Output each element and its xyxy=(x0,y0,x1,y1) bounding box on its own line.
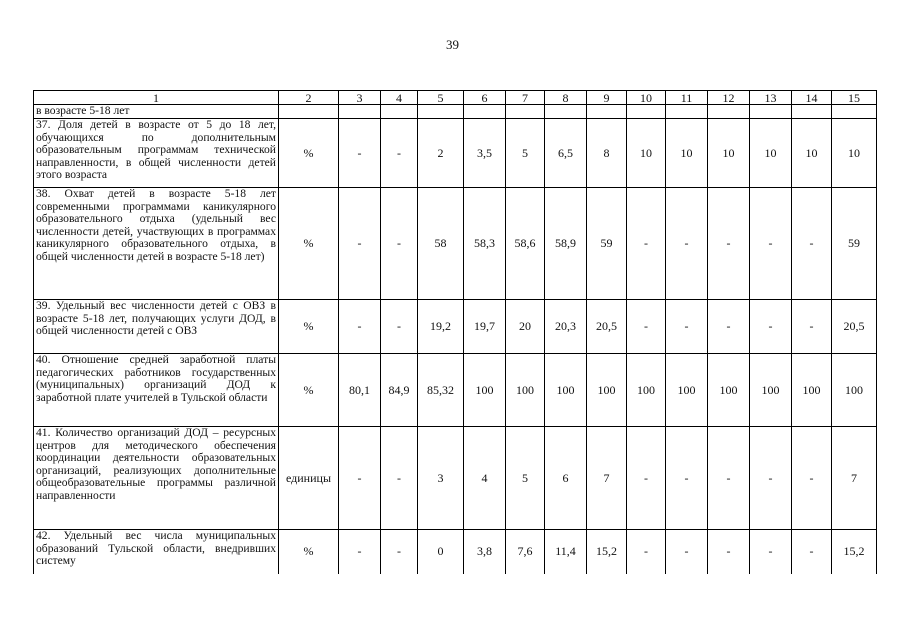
value-cell: 6 xyxy=(545,427,587,530)
value-cell: 5 xyxy=(506,119,545,188)
table-row xyxy=(34,300,877,354)
value-cell: - xyxy=(381,119,418,188)
value-cell: 100 xyxy=(708,354,750,427)
value-cell xyxy=(464,105,506,119)
value-cell xyxy=(708,105,750,119)
value-cell: - xyxy=(339,300,381,354)
value-cell: 100 xyxy=(750,354,792,427)
value-cell xyxy=(792,105,832,119)
value-cell: 5 xyxy=(506,427,545,530)
value-cell: - xyxy=(666,188,708,300)
unit-cell: единицы xyxy=(279,427,339,530)
column-header-1: 1 xyxy=(34,91,279,105)
value-cell: 59 xyxy=(832,188,877,300)
value-cell: - xyxy=(666,530,708,574)
value-cell: - xyxy=(792,427,832,530)
value-cell: - xyxy=(666,427,708,530)
column-header-6: 6 xyxy=(464,91,506,105)
value-cell xyxy=(832,105,877,119)
value-cell: 15,2 xyxy=(587,530,627,574)
value-cell: - xyxy=(792,188,832,300)
column-header-3: 3 xyxy=(339,91,381,105)
value-cell: 100 xyxy=(506,354,545,427)
value-cell: 58,3 xyxy=(464,188,506,300)
value-cell: - xyxy=(792,530,832,574)
value-cell: - xyxy=(339,530,381,574)
value-cell: 100 xyxy=(545,354,587,427)
value-cell: 15,2 xyxy=(832,530,877,574)
indicator-description: 37. Доля детей в возрасте от 5 до 18 лет, обучающихся по дополнительным образовательным программам технической направленности, в общей численности детей этого возраста xyxy=(34,119,279,188)
column-header-13: 13 xyxy=(750,91,792,105)
column-header-12: 12 xyxy=(708,91,750,105)
value-cell xyxy=(545,105,587,119)
value-cell: 0 xyxy=(418,530,464,574)
unit-cell: % xyxy=(279,119,339,188)
value-cell: 80,1 xyxy=(339,354,381,427)
indicator-description: 39. Удельный вес численности детей с ОВЗ в возрасте 5-18 лет, получающих услуги ДОД, в общей численности детей с ОВЗ xyxy=(34,300,279,354)
table-header-row xyxy=(34,91,877,105)
value-cell: 4 xyxy=(464,427,506,530)
value-cell: - xyxy=(708,427,750,530)
value-cell: - xyxy=(627,300,666,354)
value-cell: - xyxy=(381,300,418,354)
column-header-14: 14 xyxy=(792,91,832,105)
value-cell: 7 xyxy=(832,427,877,530)
value-cell xyxy=(339,105,381,119)
value-cell: 19,7 xyxy=(464,300,506,354)
value-cell: - xyxy=(708,188,750,300)
value-cell: - xyxy=(381,188,418,300)
indicator-description: 42. Удельный вес числа муниципальных образований Тульской области, внедривших систему xyxy=(34,530,279,574)
value-cell: 7 xyxy=(587,427,627,530)
unit-cell: % xyxy=(279,354,339,427)
column-header-4: 4 xyxy=(381,91,418,105)
value-cell: 7,6 xyxy=(506,530,545,574)
value-cell: 58,9 xyxy=(545,188,587,300)
value-cell: 6,5 xyxy=(545,119,587,188)
page-number: 39 xyxy=(446,37,459,52)
value-cell: 100 xyxy=(627,354,666,427)
value-cell: 100 xyxy=(792,354,832,427)
value-cell: 3,8 xyxy=(464,530,506,574)
value-cell: 100 xyxy=(832,354,877,427)
value-cell xyxy=(381,105,418,119)
value-cell: 10 xyxy=(750,119,792,188)
value-cell: 10 xyxy=(627,119,666,188)
value-cell: 10 xyxy=(666,119,708,188)
value-cell: - xyxy=(627,530,666,574)
value-cell: - xyxy=(339,119,381,188)
table-row xyxy=(34,530,877,574)
value-cell xyxy=(587,105,627,119)
value-cell: 20,3 xyxy=(545,300,587,354)
value-cell: 19,2 xyxy=(418,300,464,354)
value-cell xyxy=(666,105,708,119)
value-cell: 59 xyxy=(587,188,627,300)
value-cell: 11,4 xyxy=(545,530,587,574)
value-cell: - xyxy=(750,300,792,354)
value-cell: 10 xyxy=(832,119,877,188)
value-cell: - xyxy=(750,530,792,574)
value-cell: - xyxy=(708,530,750,574)
value-cell: - xyxy=(381,530,418,574)
unit-cell xyxy=(279,105,339,119)
column-header-7: 7 xyxy=(506,91,545,105)
table-row xyxy=(34,105,877,119)
value-cell: - xyxy=(381,427,418,530)
indicator-description: в возрасте 5-18 лет xyxy=(34,105,279,119)
unit-cell: % xyxy=(279,300,339,354)
unit-cell: % xyxy=(279,530,339,574)
value-cell: 3,5 xyxy=(464,119,506,188)
value-cell: 85,32 xyxy=(418,354,464,427)
column-header-5: 5 xyxy=(418,91,464,105)
value-cell xyxy=(506,105,545,119)
unit-cell: % xyxy=(279,188,339,300)
value-cell: 100 xyxy=(587,354,627,427)
value-cell: - xyxy=(627,427,666,530)
value-cell: 100 xyxy=(666,354,708,427)
value-cell xyxy=(418,105,464,119)
value-cell: - xyxy=(339,427,381,530)
indicator-description: 40. Отношение средней заработной платы педагогических работников государственных (муниципальных) организаций ДОД к заработной плате учителей в Тульской области xyxy=(34,354,279,427)
value-cell: - xyxy=(708,300,750,354)
value-cell: - xyxy=(750,188,792,300)
value-cell xyxy=(627,105,666,119)
value-cell: 84,9 xyxy=(381,354,418,427)
value-cell: 10 xyxy=(708,119,750,188)
value-cell xyxy=(750,105,792,119)
table-row xyxy=(34,119,877,188)
value-cell: 8 xyxy=(587,119,627,188)
column-header-15: 15 xyxy=(832,91,877,105)
indicator-description: 38. Охват детей в возрасте 5-18 лет современными программами каникулярного образовательного отдыха (удельный вес численности детей, участвующих в программах каникулярного образовательного отдыха, в общей численности детей в возрасте 5-18 лет) xyxy=(34,188,279,300)
column-header-8: 8 xyxy=(545,91,587,105)
value-cell: - xyxy=(750,427,792,530)
column-header-10: 10 xyxy=(627,91,666,105)
value-cell: 20,5 xyxy=(832,300,877,354)
value-cell: 10 xyxy=(792,119,832,188)
value-cell: 58 xyxy=(418,188,464,300)
column-header-9: 9 xyxy=(587,91,627,105)
indicators-table xyxy=(33,90,877,574)
value-cell: 20 xyxy=(506,300,545,354)
table-row xyxy=(34,354,877,427)
value-cell: 20,5 xyxy=(587,300,627,354)
value-cell: - xyxy=(792,300,832,354)
value-cell: - xyxy=(339,188,381,300)
column-header-2: 2 xyxy=(279,91,339,105)
value-cell: - xyxy=(627,188,666,300)
value-cell: 3 xyxy=(418,427,464,530)
value-cell: - xyxy=(666,300,708,354)
table-row xyxy=(34,188,877,300)
indicator-description: 41. Количество организаций ДОД – ресурсных центров для методического обеспечения координации деятельности образовательных организаций, реализующих дополнительные общеобразовательные программы различной направленности xyxy=(34,427,279,530)
value-cell: 2 xyxy=(418,119,464,188)
value-cell: 58,6 xyxy=(506,188,545,300)
column-header-11: 11 xyxy=(666,91,708,105)
table-row xyxy=(34,427,877,530)
value-cell: 100 xyxy=(464,354,506,427)
